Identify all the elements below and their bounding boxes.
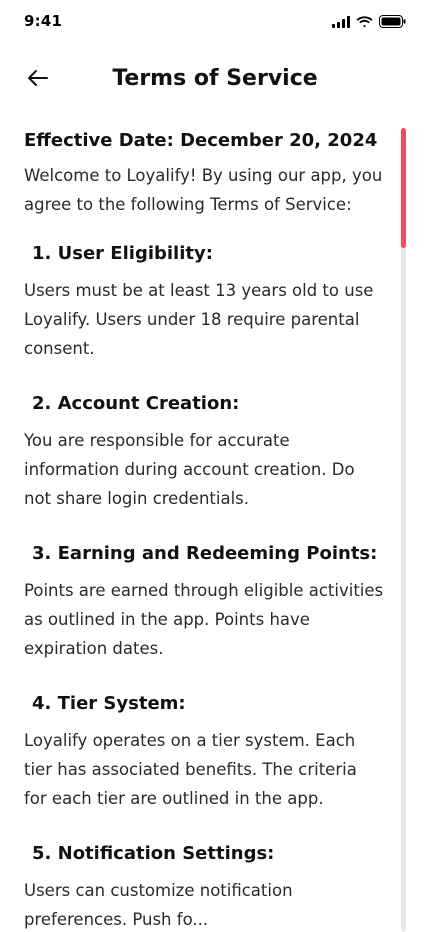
terms-content-inner bbox=[0, 118, 430, 932]
status-bar bbox=[0, 0, 430, 44]
status-icons bbox=[332, 13, 406, 32]
header bbox=[0, 56, 430, 104]
status-time: 9:41 bbox=[24, 12, 63, 30]
scrollbar-track[interactable] bbox=[401, 128, 406, 932]
battery-icon bbox=[379, 13, 406, 32]
section-body-points: Points are earned through eligible activities as outlined in the app. Points have expiration dates. bbox=[24, 581, 384, 658]
intro-text: Welcome to Loyalify! By using our app, you agree to the following Terms of Service: bbox=[24, 166, 383, 214]
section-heading-notifications: 5. Notification Settings: bbox=[32, 843, 275, 864]
section-heading-eligibility: 1. User Eligibility: bbox=[32, 243, 213, 264]
wifi-icon bbox=[356, 13, 373, 32]
section-heading-points: 3. Earning and Redeeming Points: bbox=[32, 543, 378, 564]
section-body-account: You are responsible for accurate information during account creation. Do not share login credentials. bbox=[24, 431, 355, 508]
section-body-eligibility: Users must be at least 13 years old to use Loyalify. Users under 18 require parental consent. bbox=[24, 281, 374, 358]
section-body-notifications: Users can customize notification preferences. Push fo... bbox=[24, 881, 293, 929]
section-heading-account: 2. Account Creation: bbox=[32, 393, 240, 414]
scrollbar-thumb[interactable] bbox=[401, 128, 406, 248]
page-title: Terms of Service bbox=[112, 66, 318, 91]
effective-date: Effective Date: December 20, 2024 bbox=[24, 130, 378, 151]
section-heading-tier: 4. Tier System: bbox=[32, 693, 186, 714]
signal-icon bbox=[332, 13, 350, 32]
section-body-tier: Loyalify operates on a tier system. Each tier has associated benefits. The criteria for each tier are outlined in the app. bbox=[24, 731, 357, 808]
terms-content[interactable] bbox=[0, 118, 430, 932]
